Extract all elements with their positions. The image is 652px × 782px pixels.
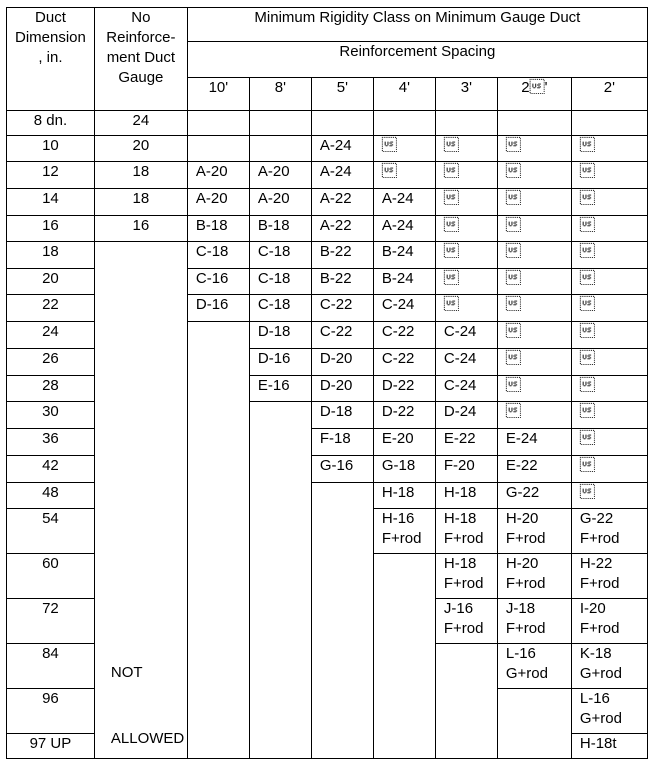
value-cell: G-16 (311, 456, 373, 483)
value-cell: C-18 (187, 242, 249, 269)
value-cell (373, 111, 435, 136)
dim-cell: 28 (7, 376, 95, 402)
empty-cell-2-5ft (497, 689, 571, 759)
value-cell: G-22 (497, 483, 571, 509)
dim-cell: 24 (7, 322, 95, 349)
value-cell: A-22 (311, 189, 373, 216)
value-cell (571, 295, 647, 322)
gauge-cell: 16 (94, 216, 187, 242)
value-cell (571, 322, 647, 349)
value-cell: D-22 (373, 376, 435, 402)
value-cell (497, 402, 571, 429)
value-cell: A-24 (373, 189, 435, 216)
value-cell-text: L-16 G+rod (579, 690, 622, 727)
spacing-4: 4' (373, 78, 435, 111)
value-cell: C-24 (435, 322, 497, 349)
value-cell (435, 216, 497, 242)
gauge-cell: 18 (94, 189, 187, 216)
value-cell: D-22 (373, 402, 435, 429)
value-cell (435, 269, 497, 295)
value-cell (497, 189, 571, 216)
not-allowed-label-2: ALLOWED (110, 730, 185, 747)
value-cell (497, 509, 571, 554)
value-cell (435, 509, 497, 554)
value-cell (571, 644, 647, 689)
dim-cell: 18 (7, 242, 95, 269)
dim-cell: 42 (7, 456, 95, 483)
value-cell: C-22 (373, 349, 435, 376)
value-cell: E-22 (435, 429, 497, 456)
value-cell (435, 554, 497, 599)
value-cell: C-22 (311, 322, 373, 349)
value-cell: E-20 (373, 429, 435, 456)
header-min-rigidity: Minimum Rigidity Class on Minimum Gauge Duct (187, 8, 647, 42)
value-cell (571, 509, 647, 554)
value-cell: F-18 (311, 429, 373, 456)
value-cell: A-20 (187, 162, 249, 189)
value-cell (571, 376, 647, 402)
header-reinforcement-spacing: Reinforcement Spacing (187, 42, 647, 78)
empty-cell-8ft (249, 402, 311, 759)
value-cell: A-24 (311, 162, 373, 189)
value-cell (373, 162, 435, 189)
value-cell (571, 429, 647, 456)
value-cell: B-24 (373, 269, 435, 295)
value-cell (571, 554, 647, 599)
value-cell-text: H-20 F+rod (505, 555, 546, 592)
dim-cell: 60 (7, 554, 95, 599)
empty-cell-3ft (435, 644, 497, 759)
value-cell (435, 136, 497, 162)
value-cell: D-20 (311, 349, 373, 376)
value-cell (497, 322, 571, 349)
value-cell: A-22 (311, 216, 373, 242)
dim-cell: 26 (7, 349, 95, 376)
rigidity-table (6, 7, 648, 759)
value-cell (571, 402, 647, 429)
value-cell: C-22 (311, 295, 373, 322)
value-cell-text: K-18 G+rod (579, 645, 622, 682)
value-cell (571, 216, 647, 242)
spacing-10: 10' (187, 78, 249, 111)
header-no-reinforcement: No Reinforce- ment Duct Gauge (94, 8, 187, 111)
value-cell: F-20 (435, 456, 497, 483)
empty-cell-4ft (373, 554, 435, 759)
dim-cell: 54 (7, 509, 95, 554)
gauge-cell: 18 (94, 162, 187, 189)
value-cell: C-24 (435, 349, 497, 376)
value-cell (497, 111, 571, 136)
value-cell: H-18t (571, 734, 647, 759)
value-cell-text: H-18 F+rod (443, 510, 484, 547)
spacing-3: 3' (435, 78, 497, 111)
dim-cell: 10 (7, 136, 95, 162)
value-cell-text: J-18 F+rod (505, 600, 546, 637)
value-cell (571, 349, 647, 376)
value-cell: D-18 (249, 322, 311, 349)
value-cell (571, 162, 647, 189)
value-cell (497, 269, 571, 295)
value-cell: E-16 (249, 376, 311, 402)
value-cell: A-24 (373, 216, 435, 242)
value-cell (435, 111, 497, 136)
value-cell (497, 349, 571, 376)
value-cell (571, 111, 647, 136)
value-cell: D-24 (435, 402, 497, 429)
value-cell (435, 189, 497, 216)
value-cell: C-24 (435, 376, 497, 402)
value-cell (373, 509, 435, 554)
value-cell (435, 599, 497, 644)
value-cell-text: L-16 G+rod (505, 645, 548, 682)
dim-cell: 84 (7, 644, 95, 689)
value-cell-text: I-20 F+rod (579, 600, 620, 637)
spacing-2: 2' (571, 78, 647, 111)
value-cell: B-24 (373, 242, 435, 269)
value-cell: A-20 (187, 189, 249, 216)
value-cell (571, 456, 647, 483)
value-cell-text: J-16 F+rod (443, 600, 484, 637)
value-cell-text: H-16 F+rod (381, 510, 422, 547)
value-cell: G-18 (373, 456, 435, 483)
spacing-5: 5' (311, 78, 373, 111)
value-cell (435, 242, 497, 269)
dim-cell: 48 (7, 483, 95, 509)
value-cell: C-18 (249, 269, 311, 295)
value-cell: C-18 (249, 295, 311, 322)
dim-cell: 22 (7, 295, 95, 322)
value-cell (497, 554, 571, 599)
dim-cell: 8 dn. (7, 111, 95, 136)
value-cell (187, 111, 249, 136)
value-cell (497, 242, 571, 269)
value-cell (311, 111, 373, 136)
dim-cell: 97 UP (7, 734, 95, 759)
value-cell (497, 295, 571, 322)
spacing-2-5: 2 ' (497, 78, 571, 111)
value-cell: H-18 (435, 483, 497, 509)
value-cell (373, 136, 435, 162)
dim-cell: 12 (7, 162, 95, 189)
value-cell (571, 189, 647, 216)
dim-cell: 16 (7, 216, 95, 242)
value-cell: E-24 (497, 429, 571, 456)
dim-cell: 14 (7, 189, 95, 216)
dim-cell: 20 (7, 269, 95, 295)
value-cell (435, 295, 497, 322)
empty-cell-10ft (187, 322, 249, 759)
value-cell (497, 376, 571, 402)
value-cell (571, 483, 647, 509)
value-cell: C-22 (373, 322, 435, 349)
value-cell (435, 162, 497, 189)
value-cell (497, 644, 571, 689)
value-cell (249, 136, 311, 162)
value-cell: B-22 (311, 242, 373, 269)
value-cell: A-20 (249, 189, 311, 216)
not-allowed-label-1: NOT (110, 664, 143, 681)
gauge-cell: 24 (94, 111, 187, 136)
value-cell-text: H-20 F+rod (505, 510, 546, 547)
value-cell: B-22 (311, 269, 373, 295)
value-cell: C-18 (249, 242, 311, 269)
dim-cell: 30 (7, 402, 95, 429)
empty-cell-5ft (311, 483, 373, 759)
value-cell-text: G-22 F+rod (579, 510, 620, 547)
value-cell: A-24 (311, 136, 373, 162)
value-cell (571, 269, 647, 295)
value-cell: D-20 (311, 376, 373, 402)
header-duct-dimension: Duct Dimension , in. (7, 8, 95, 111)
value-cell (497, 599, 571, 644)
value-cell: E-22 (497, 456, 571, 483)
value-cell: B-18 (249, 216, 311, 242)
gauge-cell: 20 (94, 136, 187, 162)
dim-cell: 72 (7, 599, 95, 644)
value-cell (497, 162, 571, 189)
value-cell: D-16 (187, 295, 249, 322)
value-cell (571, 689, 647, 734)
value-cell: C-16 (187, 269, 249, 295)
value-cell: C-24 (373, 295, 435, 322)
not-allowed-cell (94, 242, 187, 759)
value-cell: H-18 (373, 483, 435, 509)
value-cell: D-16 (249, 349, 311, 376)
value-cell: D-18 (311, 402, 373, 429)
spacing-8: 8' (249, 78, 311, 111)
value-cell (571, 599, 647, 644)
value-cell: A-20 (249, 162, 311, 189)
value-cell: B-18 (187, 216, 249, 242)
value-cell (497, 136, 571, 162)
value-cell-text: H-22 F+rod (579, 555, 620, 592)
value-cell (571, 136, 647, 162)
value-cell (571, 242, 647, 269)
value-cell (187, 136, 249, 162)
value-cell (249, 111, 311, 136)
dim-cell: 36 (7, 429, 95, 456)
value-cell-text: H-18 F+rod (443, 555, 484, 592)
dim-cell: 96 (7, 689, 95, 734)
value-cell (497, 216, 571, 242)
